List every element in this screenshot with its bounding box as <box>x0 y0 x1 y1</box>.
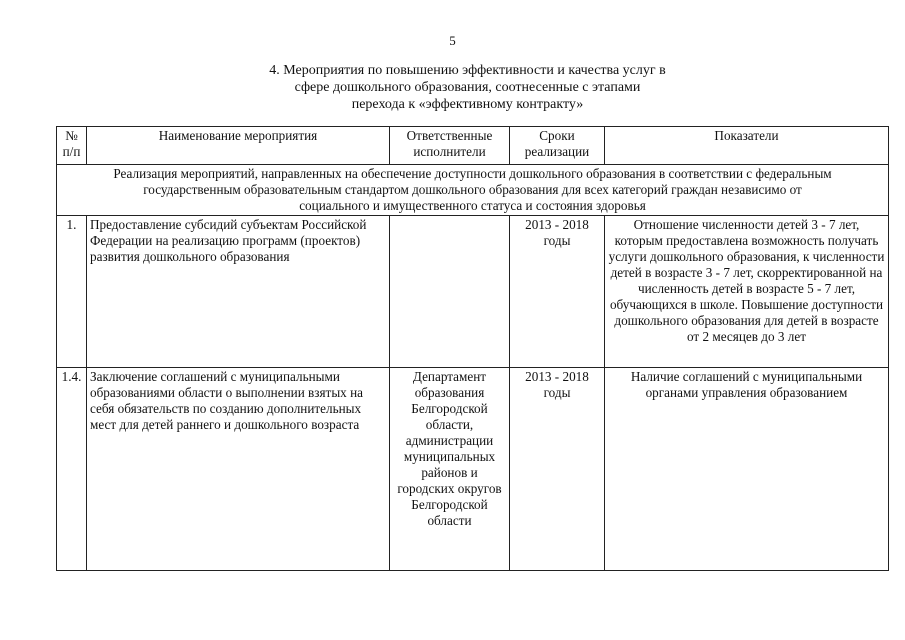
section-caption-line3: социального и имущественного статуса и состояния здоровья <box>299 198 646 213</box>
section-caption-line1: Реализация мероприятий, направленных на обеспечение доступности дошкольного образования в соответствии с федеральным <box>113 166 832 181</box>
heading-line-3: перехода к «эффективному контракту» <box>351 97 584 112</box>
section-heading <box>150 62 785 113</box>
col-header-num-line1: № <box>65 128 78 143</box>
col-header-terms-line1: Сроки <box>539 128 575 143</box>
table-header-row <box>57 127 889 165</box>
col-header-terms <box>510 127 605 165</box>
col-header-num <box>57 127 87 165</box>
table-row <box>57 216 889 368</box>
row-number: 1.4. <box>57 368 87 571</box>
section-caption-line2: государственным образовательным стандартом дошкольного образования для всех категорий граждан независимо от <box>143 182 802 197</box>
section-caption <box>57 165 889 216</box>
col-header-responsible <box>390 127 510 165</box>
row-measure-name: Заключение соглашений с муниципальными образованиями области о выполнении взятых на себя обязательств по созданию дополнительных мест для детей раннего и дошкольного возраста <box>87 368 390 571</box>
row-number: 1. <box>57 216 87 368</box>
measures-table <box>56 126 889 571</box>
table-section-row <box>57 165 889 216</box>
row-terms: 2013 - 2018 годы <box>510 216 605 368</box>
row-indicators: Отношение численности детей 3 - 7 лет, которым предоставлена возможность получать услуги дошкольного образования, к численности детей в возрасте 3 - 7 лет, скорректированной на численность детей в возрасте 5 - 7 лет, обучающихся в школе. Повышение доступности дошкольного образования для детей в возрасте от 2 месяцев до 3 лет <box>605 216 889 368</box>
row-terms: 2013 - 2018 годы <box>510 368 605 571</box>
heading-line-1: 4. Мероприятия по повышению эффективности и качества услуг в <box>269 63 666 78</box>
table-row <box>57 368 889 571</box>
col-header-name: Наименование мероприятия <box>87 127 390 165</box>
col-header-terms-line2: реализации <box>524 144 590 159</box>
col-header-num-line2: п/п <box>62 144 81 159</box>
row-responsible: Департамент образования Белгородской области, администрации муниципальных районов и городских округов Белгородской области <box>390 368 510 571</box>
row-responsible <box>390 216 510 368</box>
col-header-indicators: Показатели <box>605 127 889 165</box>
page-number: 5 <box>449 33 456 48</box>
row-indicators: Наличие соглашений с муниципальными органами управления образованием <box>605 368 889 571</box>
col-header-responsible-line2: исполнители <box>413 144 486 159</box>
row-measure-name: Предоставление субсидий субъектам Российской Федерации на реализацию программ (проектов) развития дошкольного образования <box>87 216 390 368</box>
heading-line-2: сфере дошкольного образования, соотнесенные с этапами <box>294 80 641 95</box>
col-header-responsible-line1: Ответственные <box>406 128 493 143</box>
